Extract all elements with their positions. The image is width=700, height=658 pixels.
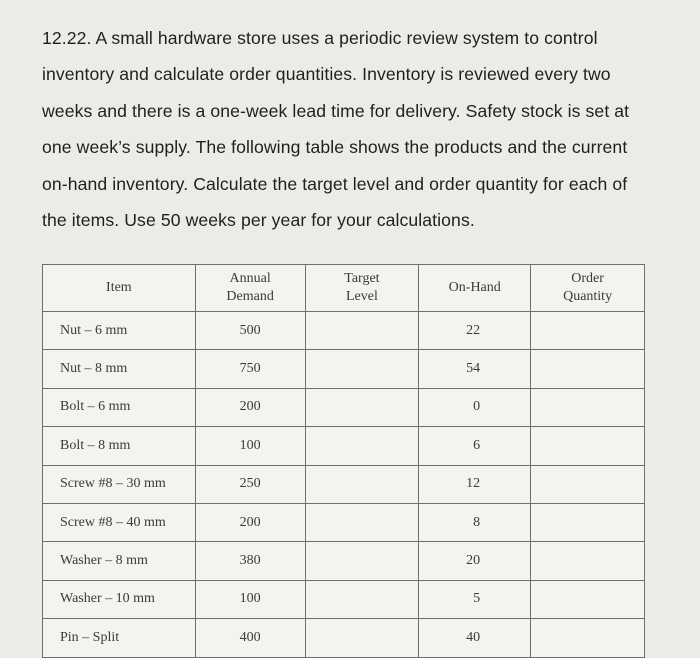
target-level-cell — [305, 503, 419, 541]
order-quantity-cell — [531, 465, 645, 503]
item-cell: Nut – 8 mm — [43, 350, 196, 388]
annual-demand-cell: 500 — [195, 312, 305, 350]
on-hand-cell: 40 — [419, 619, 531, 657]
on-hand-cell: 8 — [419, 503, 531, 541]
problem-line: one week’s supply. The following table shows the products and the current — [42, 137, 628, 158]
on-hand-cell: 0 — [419, 388, 531, 426]
target-level-cell — [305, 580, 419, 618]
header-order-quantity — [531, 265, 645, 312]
target-level-cell — [305, 427, 419, 465]
header-order-quantity-line1: Order — [571, 271, 604, 286]
table-row — [43, 350, 645, 388]
target-level-cell — [305, 619, 419, 657]
header-item: Item — [43, 265, 196, 312]
header-annual-demand-line1: Annual — [229, 271, 271, 286]
table-header-row — [43, 265, 645, 312]
problem-line: the items. Use 50 weeks per year for your calculations. — [42, 210, 475, 231]
on-hand-cell: 20 — [419, 542, 531, 580]
table-row — [43, 503, 645, 541]
item-cell: Pin – Split — [43, 619, 196, 657]
inventory-table — [42, 264, 645, 658]
item-cell: Washer – 8 mm — [43, 542, 196, 580]
table-row — [43, 619, 645, 657]
item-cell: Bolt – 8 mm — [43, 427, 196, 465]
item-cell: Screw #8 – 30 mm — [43, 465, 196, 503]
item-cell: Screw #8 – 40 mm — [43, 503, 196, 541]
header-target-level-line2: Level — [345, 289, 378, 304]
problem-line: weeks and there is a one-week lead time for delivery. Safety stock is set at — [42, 100, 630, 121]
target-level-cell — [305, 465, 419, 503]
table-row — [43, 465, 645, 503]
annual-demand-cell: 250 — [195, 465, 305, 503]
table-row — [43, 427, 645, 465]
target-level-cell — [305, 542, 419, 580]
header-target-level — [305, 265, 419, 312]
header-annual-demand — [195, 265, 305, 312]
problem-statement — [42, 20, 667, 238]
item-cell: Bolt – 6 mm — [43, 388, 196, 426]
annual-demand-cell: 100 — [195, 427, 305, 465]
order-quantity-cell — [531, 542, 645, 580]
on-hand-cell: 22 — [419, 312, 531, 350]
annual-demand-cell: 100 — [195, 580, 305, 618]
on-hand-cell: 6 — [419, 427, 531, 465]
order-quantity-cell — [531, 580, 645, 618]
order-quantity-cell — [531, 427, 645, 465]
annual-demand-cell: 380 — [195, 542, 305, 580]
header-on-hand: On-Hand — [419, 265, 531, 312]
order-quantity-cell — [531, 503, 645, 541]
order-quantity-cell — [531, 619, 645, 657]
target-level-cell — [305, 312, 419, 350]
item-cell: Washer – 10 mm — [43, 580, 196, 618]
problem-line: 12.22. A small hardware store uses a periodic review system to control — [42, 28, 598, 48]
header-annual-demand-line2: Demand — [226, 289, 274, 304]
target-level-cell — [305, 388, 419, 426]
table-row — [43, 580, 645, 618]
problem-line: inventory and calculate order quantities. Inventory is reviewed every two — [42, 64, 611, 85]
annual-demand-cell: 200 — [195, 503, 305, 541]
on-hand-cell: 54 — [419, 350, 531, 388]
annual-demand-cell: 400 — [195, 619, 305, 657]
on-hand-cell: 12 — [419, 465, 531, 503]
item-cell: Nut – 6 mm — [43, 312, 196, 350]
table-row — [43, 312, 645, 350]
order-quantity-cell — [531, 312, 645, 350]
header-target-level-line1: Target — [344, 271, 380, 286]
table-row — [43, 542, 645, 580]
header-order-quantity-line2: Quantity — [563, 289, 613, 304]
order-quantity-cell — [531, 350, 645, 388]
on-hand-cell: 5 — [419, 580, 531, 618]
annual-demand-cell: 200 — [195, 388, 305, 426]
table-row — [43, 388, 645, 426]
inventory-table-container — [42, 264, 645, 656]
problem-line: on-hand inventory. Calculate the target level and order quantity for each of — [42, 173, 628, 194]
annual-demand-cell: 750 — [195, 350, 305, 388]
target-level-cell — [305, 350, 419, 388]
order-quantity-cell — [531, 388, 645, 426]
